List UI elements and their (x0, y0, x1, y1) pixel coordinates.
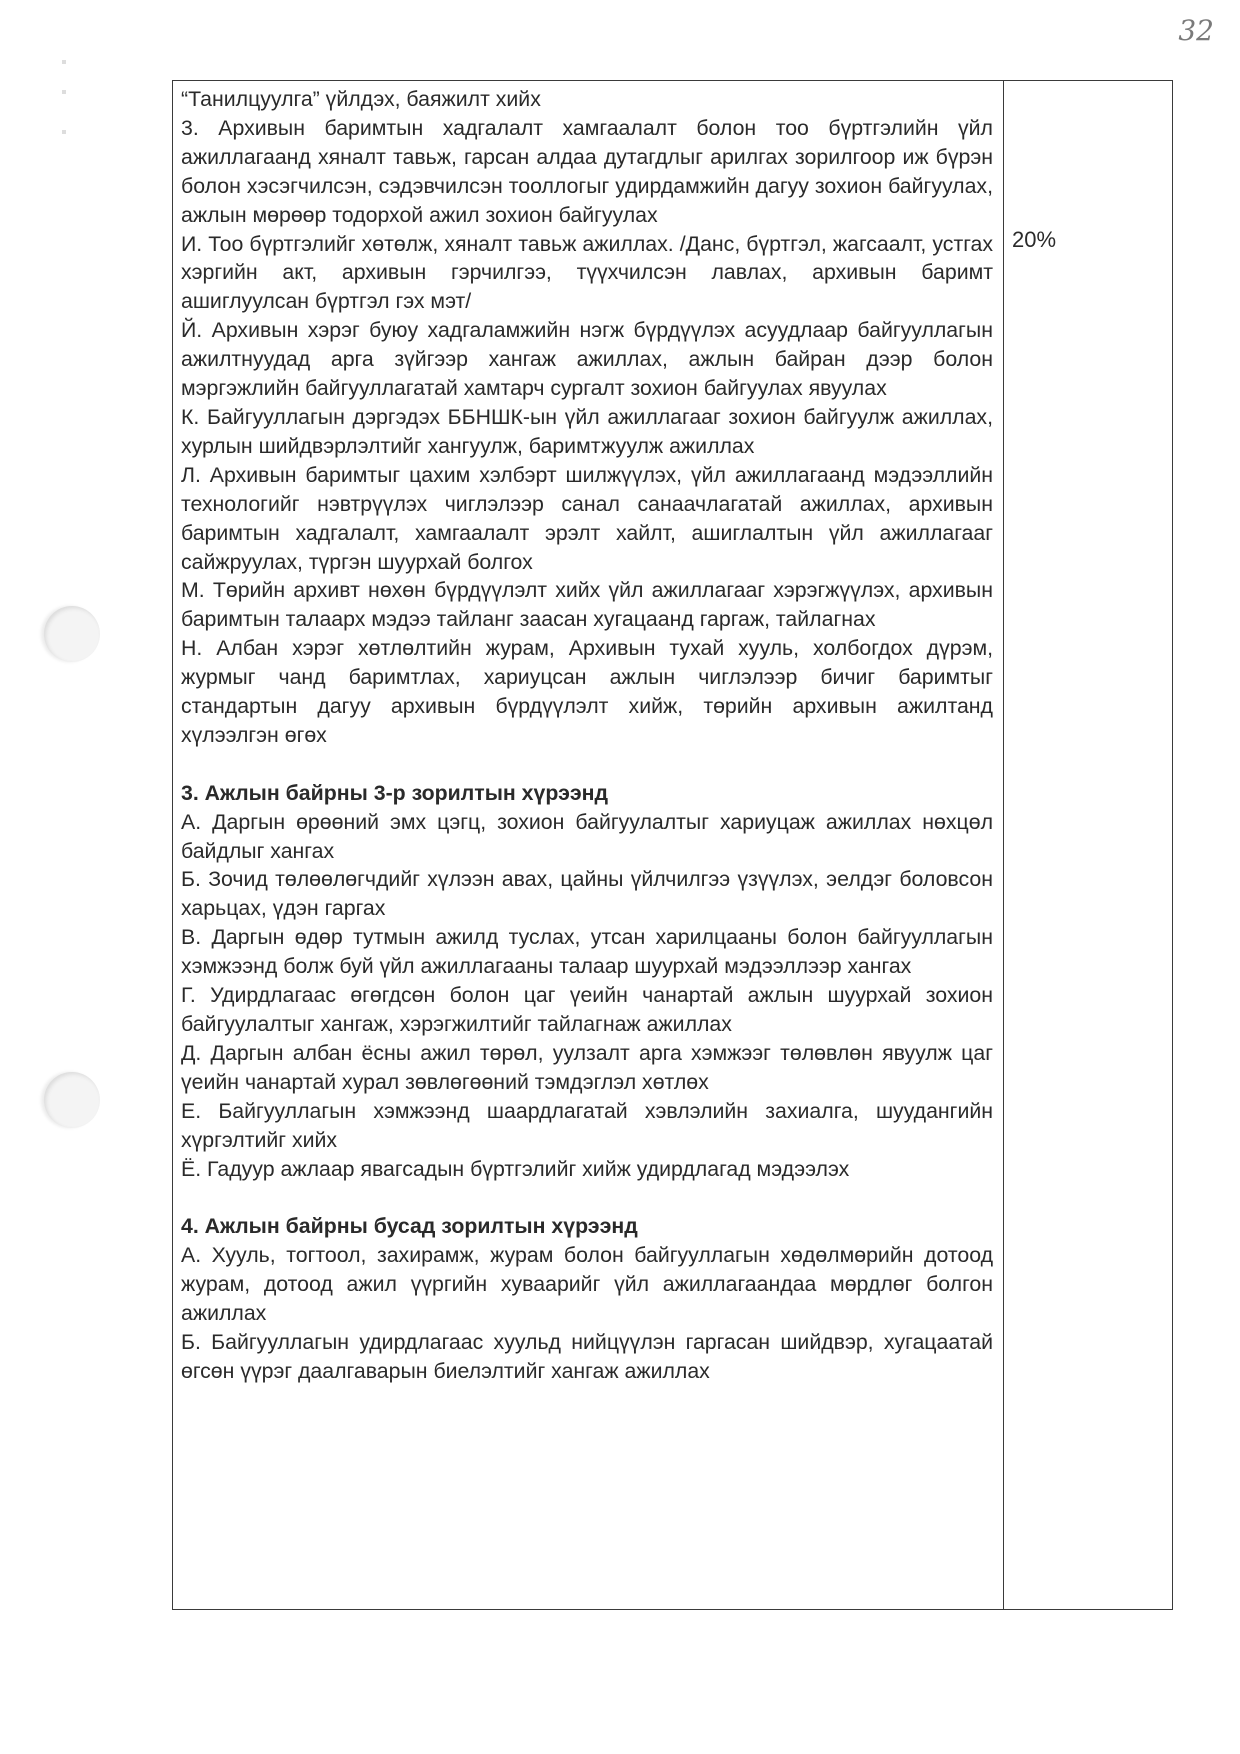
punch-hole (44, 606, 100, 662)
paragraph: Г. Удирдлагаас өгөгдсөн болон цаг үеийн чанартай ажлын шуурхай зохион байгуулалтыг хангаж, хэрэгжилтийг тайлагнаж ажиллах (181, 983, 993, 1036)
paragraph: Б. Байгууллагын удирдлагаас хуульд нийцүүлэн гаргасан шийдвэр, хугацаатай өгсөн үүрэг даалгаварын биелэлтийг хангаж ажиллах (181, 1329, 993, 1383)
table-row (173, 81, 1173, 1610)
paragraph: “Танилцуулга” үйлдэх, баяжилт хийх (181, 87, 541, 111)
paragraph: Е. Байгууллагын хэмжээнд шаардлагатай хэвлэлийн захиалга, шуудангийн хүргэлтийг хийх (181, 1098, 993, 1152)
duties-cell (173, 81, 1004, 1610)
page-number: 32 (1178, 14, 1214, 47)
weight-percent-cell (1004, 81, 1173, 1610)
paragraph: Й. Архивын хэрэг буюу хадгаламжийн нэгж бүрдүүлэх асуудлаар байгууллагын ажилтнуудад арга зүйгээр хангаж ажиллах, ажлын байран дээр болон мэргэжлийн байгууллагатай хамтарч сургалт зохион байгуулах явуулах (181, 318, 993, 401)
section-heading: 4. Ажлын байрны бусад зорилтын хүрээнд (181, 1214, 638, 1239)
section-heading: 3. Ажлын байрны 3-р зорилтын хүрээнд (181, 780, 608, 805)
paragraph: М. Төрийн архивт нөхөн бүрдүүлэлт хийх үйл ажиллагааг хэрэгжүүлэх, архивын баримтын талаарх мэдээ тайланг заасан хугацаанд гаргаж, тайлагнах (181, 578, 993, 632)
paragraph: И. Тоо бүртгэлийг хөтөлж, хяналт тавьж ажиллах. /Данс, бүртгэл, жагсаалт, устгах хэргийн акт, архивын гэрчилгээ, түүхчилсэн лавлах, архивын баримт ашиглуулсан бүртгэл гэх мэт/ (181, 231, 993, 314)
paragraph: К. Байгууллагын дэргэдэх ББНШК-ын үйл ажиллагааг зохион байгуулж ажиллах, хурлын шийдвэрлэлтийг хангуулж, баримтжуулж ажиллах (181, 404, 993, 458)
paragraph: Д. Даргын албан ёсны ажил төрөл, уулзалт арга хэмжээг төлөвлөн явуулж цаг үеийн чанартай хурал зөвлөгөөний тэмдэглэл хөтлөх (181, 1040, 993, 1094)
spacer (181, 1183, 993, 1212)
job-description-table (172, 80, 1173, 1610)
paragraph: Н. Албан хэрэг хөтлөлтийн журам, Архивын тухай хууль, холбогдох дүрэм, журмыг чанд баримтлах, хариуцсан ажлын чиглэлээр бичиг баримтыг стандартын дагуу архивын бүрдүүлэлт хийж, төрийн архивын ажилтанд хүлээлгэн өгөх (181, 636, 993, 747)
paragraph: А. Хууль, тогтоол, захирамж, журам болон байгууллагын хөдөлмөрийн дотоод журам, дотоод ажил үүргийн хуваарийг үйл ажиллагаандаа мөрдлөг болгон ажиллах (181, 1243, 993, 1326)
paragraph: В. Даргын өдөр тутмын ажилд туслах, утсан харилцааны болон байгууллагын хэмжээнд болж буй үйл ажиллагааны талаар шуурхай мэдээллээр хангах (181, 925, 993, 979)
spacer (181, 750, 993, 779)
paragraph: Б. Зочид төлөөлөгчдийг хүлээн авах, цайны үйлчилгээ үзүүлэх, эелдэг боловсон харьцах, үдэн гаргах (181, 867, 993, 921)
punch-hole (44, 1072, 100, 1128)
scan-marks (62, 60, 66, 160)
paragraph: 3. Архивын баримтын хадгалалт хамгаалалт болон тоо бүртгэлийн үйл ажиллагаанд хяналт тавьж, гарсан алдаа дутагдлыг арилгах зорилгоор иж бүрэн болон хэсэгчилсэн, сэдэвчилсэн тооллогыг удирдамжийн дагуу зохион байгуулах, ажлын мөрөөр тодорхой ажил зохион байгуулах (181, 115, 993, 227)
weight-percent: 20% (1012, 227, 1057, 252)
paragraph: Ё. Гадуур ажлаар явагсадын бүртгэлийг хийж удирдлагад мэдээлэх (181, 1156, 850, 1181)
paragraph: А. Даргын өрөөний эмх цэгц, зохион байгуулалтыг хариуцаж ажиллах нөхцөл байдлыг хангах (181, 809, 993, 863)
paragraph: Л. Архивын баримтыг цахим хэлбэрт шилжүүлэх, үйл ажиллагаанд мэдээллийн технологийг нэвтрүүлэх чиглэлээр санал санаачлагатай ажиллах, архивын баримтын хадгалалт, хамгаалалт эрэлт хайлт, ашиглалтын үйл ажиллагааг сайжруулах, түргэн шуурхай болгох (181, 462, 993, 574)
